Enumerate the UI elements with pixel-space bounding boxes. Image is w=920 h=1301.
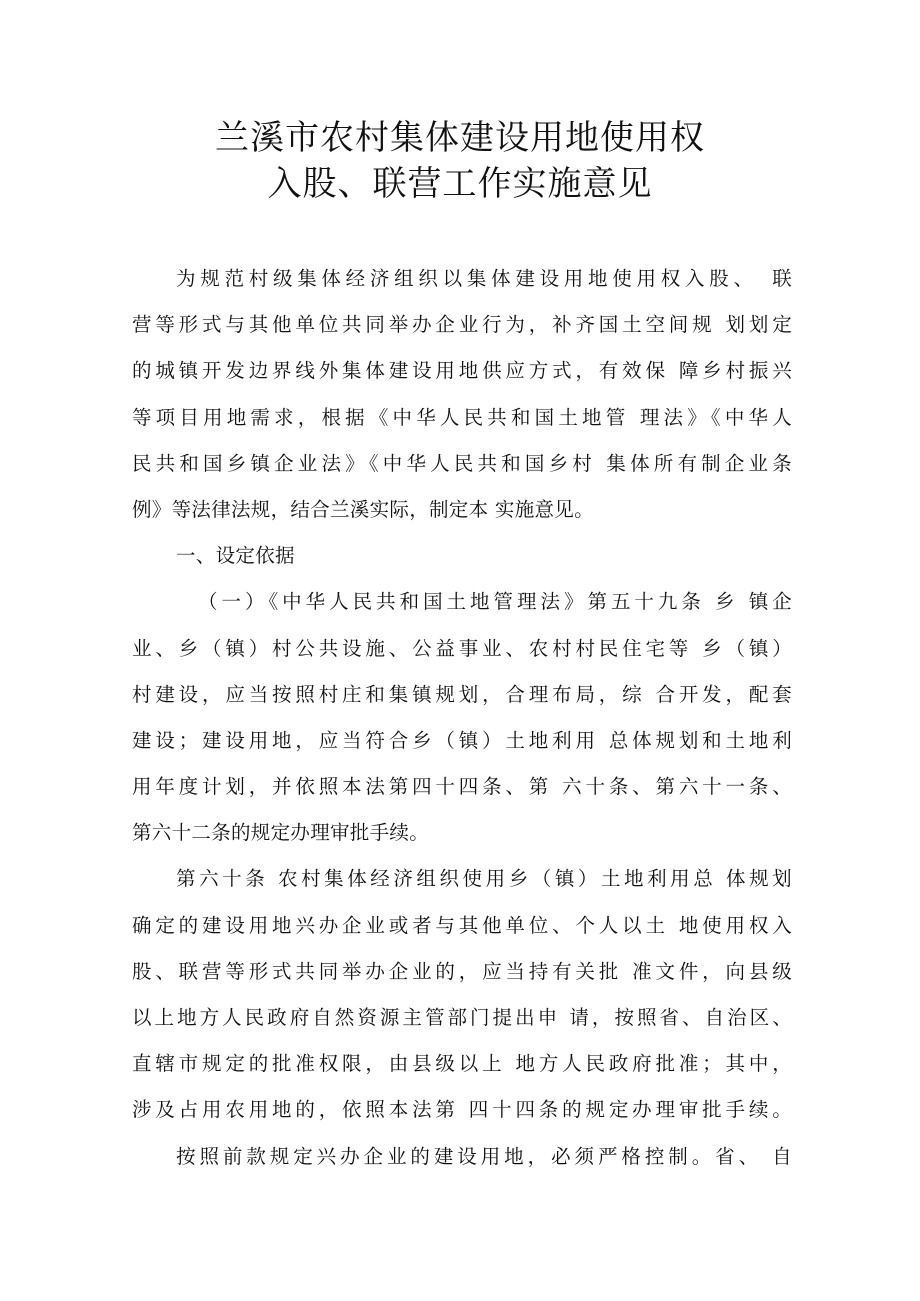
document-body	[132, 256, 792, 1180]
text-line: 为规范村级集体经济组织以集体建设用地使用权入股、 联	[176, 267, 792, 290]
text-line: 业、乡（镇）村公共设施、公益事业、农村村民住宅等 乡（镇）	[132, 636, 792, 660]
text-line: 例》等法律法规，结合兰溪实际，制定本 实施意见。	[132, 497, 594, 521]
section-heading-text: 一、设定依据	[176, 544, 295, 568]
paragraph-purpose	[132, 256, 792, 533]
text-line: 村建设，应当按照村庄和集镇规划，合理布局，综 合开发，配套	[132, 682, 792, 706]
paragraph-article-59	[132, 579, 792, 856]
text-line: （一）《中华人民共和国土地管理法》第五十九条 乡 镇企	[198, 590, 792, 614]
document-title-line-2: 入股、联营工作实施意见	[267, 164, 653, 204]
paragraph-article-60	[132, 856, 792, 1133]
text-line: 第六十条 农村集体经济组织使用乡（镇）土地利用总 体规划	[176, 867, 792, 891]
text-line: 第六十二条的规定办理审批手续。	[132, 821, 430, 845]
text-line: 的城镇开发边界线外集体建设用地供应方式，有效保 障乡村振兴	[132, 359, 792, 383]
text-line: 营等形式与其他单位共同举办企业行为，补齐国土空间规 划划定	[132, 313, 792, 337]
text-line: 等项目用地需求，根据《中华人民共和国土地管 理法》《中华人	[132, 405, 792, 429]
text-line: 民共和国乡镇企业法》《中华人民共和国乡村 集体所有制企业条	[132, 451, 792, 475]
paragraph-control	[132, 1134, 792, 1180]
text-line: 用年度计划，并依照本法第四十四条、第 六十条、第六十一条、	[132, 775, 792, 799]
text-line: 确定的建设用地兴办企业或者与其他单位、个人以土 地使用权入	[132, 913, 792, 937]
section-heading	[132, 533, 792, 579]
text-line: 按照前款规定兴办企业的建设用地，必须严格控制。省、 自	[176, 1144, 792, 1168]
text-line: 涉及占用农用地的，依照本法第 四十四条的规定办理审批手续。	[132, 1098, 792, 1122]
text-line: 直辖市规定的批准权限，由县级以上 地方人民政府批准；其中，	[132, 1052, 792, 1076]
text-line: 建设；建设用地，应当符合乡（镇）土地利用 总体规划和土地利	[132, 728, 792, 752]
text-line: 以上地方人民政府自然资源主管部门提出申 请，按照省、自治区、	[132, 1006, 792, 1029]
document-title-line-1: 兰溪市农村集体建设用地使用权	[215, 118, 705, 158]
text-line: 股、联营等形式共同举办企业的，应当持有关批 准文件，向县级	[132, 959, 792, 983]
